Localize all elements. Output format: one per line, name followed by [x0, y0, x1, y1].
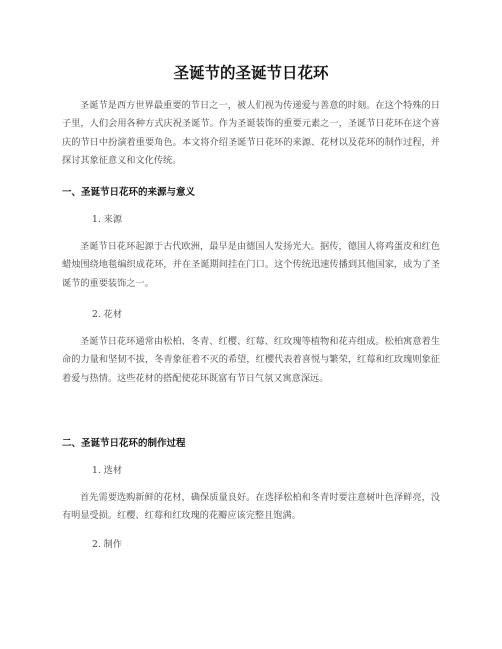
intro-paragraph: 圣诞节是西方世界最重要的节日之一，被人们视为传递爱与善意的时刻。在这个特殊的日子里，人们会用各种方式庆祝圣诞节。作为圣诞装饰的重要元素之一，圣诞节日花环在这个喜庆的节日中扮演着重要角色。本文将介绍圣诞节日花环的来源、花材以及花环的制作过程，并探讨其象征意义和文化传统。	[62, 100, 440, 167]
section1-sub2-label: 2. 花材	[92, 309, 123, 320]
section2-sub2-label: 2. 制作	[92, 539, 123, 550]
section1-sub1-label: 1. 来源	[92, 214, 123, 225]
section2-sub1-label: 1. 选材	[92, 465, 123, 476]
section1-sub2-paragraph: 圣诞节日花环通常由松柏、冬青、红樱、红莓、红玫瑰等植物和花卉组成。松柏寓意着生命的力量和坚韧不拔，冬青象征着不灭的希望，红樱代表着喜悦与繁荣，红莓和红玫瑰则象征着爱与热情。这些花材的搭配使花环既富有节日气氛又寓意深远。	[62, 336, 440, 384]
document-title: 圣诞节的圣诞节日花环	[173, 64, 329, 82]
section2-sub1-paragraph: 首先需要选购新鲜的花材，确保质量良好。在选择松柏和冬青时要注意树叶色泽鲜亮，没有明显受损。红樱、红莓和红玫瑰的花瓣应该完整且饱满。	[62, 492, 440, 522]
section1-sub1-paragraph: 圣诞节日花环起源于古代欧洲，最早是由德国人发扬光大。据传，德国人将鸡蛋皮和红色蜡烛围绕地毯编织成花环，并在圣诞期间挂在门口。这个传统迅速传播到其他国家，成为了圣诞节的重要装饰之一。	[62, 241, 440, 289]
section2-heading: 二、圣诞节日花环的制作过程	[62, 438, 186, 449]
section1-heading: 一、圣诞节日花环的来源与意义	[62, 187, 196, 198]
